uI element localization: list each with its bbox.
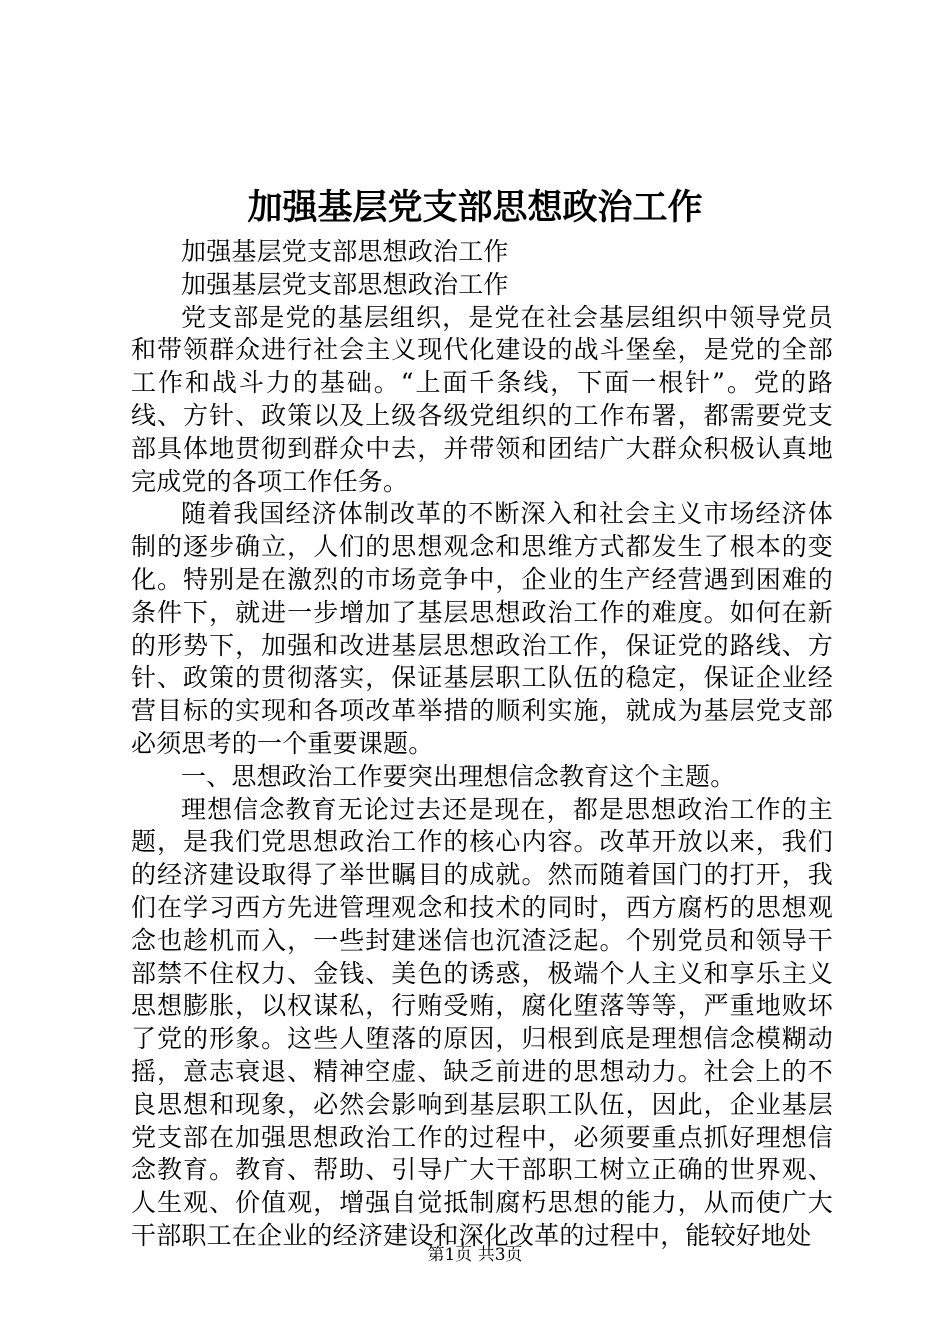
page-number-footer: 第1页 共3页 <box>427 1245 523 1265</box>
section-heading: 一、思想政治工作要突出理想信念教育这个主题。 <box>181 761 736 791</box>
paragraph: 随着我国经济体制改革的不断深入和社会主义市场经济体制的逐步确立，人们的思想观念和思维方式都发生了根本的变化。特别是在激烈的市场竞争中，企业的生产经营遇到困难的条件下，就进一步增加了基层思想政治工作的难度。如何在新的形势下，加强和改进基层思想政治工作，保证党的路线、方针、政策的贯彻落实，保证基层职工队伍的稳定，保证企业经营目标的实现和各项改革举措的顺利实施，就成为基层党支部必须思考的一个重要课题。 <box>131 499 833 758</box>
document-title: 加强基层党支部思想政治工作 <box>247 187 703 228</box>
paragraph: 加强基层党支部思想政治工作 <box>181 269 509 299</box>
document-body <box>131 236 833 1253</box>
paragraph: 党支部是党的基层组织，是党在社会基层组织中领导党员和带领群众进行社会主义现代化建设的战斗堡垒，是党的全部工作和战斗力的基础。“上面千条线，下面一根针”。党的路线、方针、政策以及上级各级党组织的工作布署，都需要党支部具体地贯彻到群众中去，并带领和团结广大群众积极认真地完成党的各项工作任务。 <box>131 302 833 496</box>
paragraph: 加强基层党支部思想政治工作 <box>181 237 509 266</box>
paragraph: 理想信念教育无论过去还是现在，都是思想政治工作的主题，是我们党思想政治工作的核心内容。改革开放以来，我们的经济建设取得了举世瞩目的成就。然而随着国门的打开，我们在学习西方先进管理观念和技术的同时，西方腐朽的思想观念也趁机而入，一些封建迷信也沉渣泛起。个别党员和领导干部禁不住权力、金钱、美色的诱惑，极端个人主义和享乐主义思想膨胀，以权谋私，行贿受贿，腐化堕落等等，严重地败坏了党的形象。这些人堕落的原因，归根到底是理想信念模糊动摇，意志衰退、精神空虚、缺乏前进的思想动力。社会上的不良思想和现象，必然会影响到基层职工队伍，因此，企业基层党支部在加强思想政治工作的过程中，必须要重点抓好理想信念教育。教育、帮助、引导广大干部职工树立正确的世界观、人生观、价值观，增强自觉抵制腐朽思想的能力，从而使广大干部职工在企业的经济建设和深化改革的过程中，能较好地处 <box>131 794 833 1250</box>
